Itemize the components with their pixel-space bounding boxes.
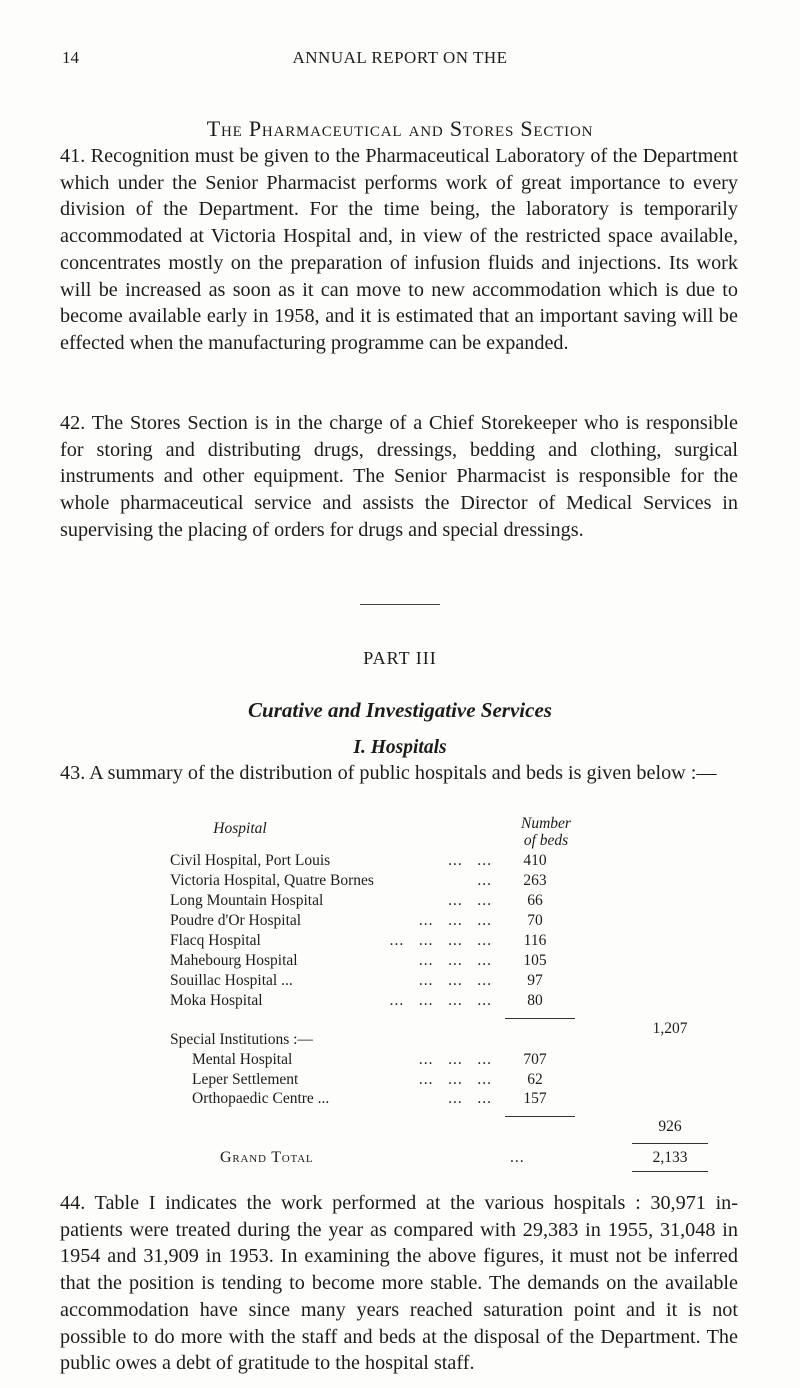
- running-title: ANNUAL REPORT ON THE: [292, 48, 508, 67]
- bed-count: 157: [523, 1090, 547, 1107]
- institution-name: Orthopaedic Centre ...: [192, 1090, 330, 1107]
- paragraph-43: 43. A summary of the distribution of public hospitals and beds is given below :—: [60, 762, 717, 784]
- bed-count: 263: [523, 872, 547, 889]
- institution-name: Leper Settlement: [192, 1071, 299, 1088]
- hospital-name: Poudre d'Or Hospital: [170, 912, 302, 929]
- dot-leader: ... ... ...: [418, 972, 492, 989]
- dot-leader: ... ... ...: [418, 952, 492, 969]
- special-institutions-subtotal: 926: [658, 1118, 682, 1135]
- hospitals-subtotal: 1,207: [652, 1020, 688, 1037]
- hospital-name: Souillac Hospital ...: [170, 972, 293, 989]
- institution-name: Mental Hospital: [192, 1051, 293, 1068]
- bed-count: 97: [527, 972, 543, 989]
- running-head: [62, 48, 738, 72]
- table-row: [170, 1051, 570, 1071]
- dot-leader: ... ... ... ...: [389, 932, 492, 949]
- table-row: [170, 932, 570, 952]
- table-row: [170, 852, 570, 872]
- subtotal-rule: [505, 1018, 575, 1019]
- part-title: PART III: [363, 648, 437, 668]
- dot-leader: ... ... ...: [418, 1051, 492, 1068]
- subtotal-rule: [505, 1116, 575, 1117]
- bed-count: 80: [527, 992, 543, 1009]
- table-row: [170, 912, 570, 932]
- bed-count: 707: [523, 1051, 547, 1068]
- services-title: Curative and Investigative Services: [248, 698, 552, 722]
- grand-total-value: 2,133: [652, 1149, 688, 1166]
- section-title: The Pharmaceutical and Stores Section: [206, 116, 594, 141]
- hospital-name: Mahebourg Hospital: [170, 952, 298, 969]
- bed-count: 105: [523, 952, 547, 969]
- special-institutions-heading: Special Institutions :—: [170, 1031, 313, 1048]
- grand-total-rule-top: [632, 1143, 708, 1144]
- bed-count: 70: [527, 912, 543, 929]
- hospital-name: Civil Hospital, Port Louis: [170, 852, 331, 869]
- dot-leader: ... ...: [448, 1090, 492, 1107]
- table-row: [170, 1071, 570, 1091]
- section-divider: [360, 604, 440, 605]
- column-header-number-line1: Number: [521, 815, 571, 832]
- column-header-hospital: Hospital: [213, 820, 267, 837]
- hospitals-title: I. Hospitals: [353, 737, 447, 758]
- bed-count: 116: [523, 932, 547, 949]
- dot-leader: ... ... ...: [418, 912, 492, 929]
- hospital-name: Victoria Hospital, Quatre Bornes: [170, 872, 374, 889]
- dot-leader: ... ...: [448, 892, 492, 909]
- table-row: [170, 1090, 570, 1110]
- hospital-name: Long Mountain Hospital: [170, 892, 324, 909]
- dot-leader: ... ... ... ...: [389, 992, 492, 1009]
- hospital-name: Flacq Hospital: [170, 932, 261, 949]
- hospital-name: Moka Hospital: [170, 992, 263, 1009]
- grand-total-label: Grand Total: [220, 1149, 314, 1166]
- paragraph-41: 41. Recognition must be given to the Pharmaceutical Laboratory of the Department which under the Senior Pharmacist performs work of great importance to every division of the Department. For the time being, the laboratory is temporarily accommodated at Victoria Hospital and, in view of the restricted space available, concentrates mostly on the preparation of infusion fluids and injections. Its work will be increased as soon as it can move to new accommodation which is due to become available early in 1958, and it is estimated that an important saving will be effected when the manufacturing programme can be expanded.: [60, 145, 738, 354]
- table-row: [170, 892, 570, 912]
- column-header-number-line2: of beds: [523, 832, 569, 849]
- table-row: [170, 972, 570, 992]
- bed-count: 410: [523, 852, 547, 869]
- column-header-number-of-beds: [506, 815, 586, 849]
- table-row: [170, 952, 570, 972]
- grand-total-leader: ...: [510, 1149, 525, 1166]
- dot-leader: ...: [477, 872, 492, 889]
- bed-count: 62: [527, 1071, 543, 1088]
- table-row: [170, 992, 570, 1012]
- paragraph-42: 42. The Stores Section is in the charge of a Chief Storekeeper who is responsible for storing and distributing drugs, dressings, bedding and clothing, surgical instruments and other equipment. The Senior Pharmacist is responsible for the whole pharmaceutical service and assists the Director of Medical Services in supervising the placing of orders for drugs and special dressings.: [60, 412, 738, 541]
- paragraph-44: 44. Table I indicates the work performed at the various hospitals : 30,971 in-patients were treated during the year as compared with 29,383 in 1955, 31,048 in 1954 and 31,909 in 1953. In examining the above figures, it must not be inferred that the position is tending to become more stable. The demands on the available accommodation have since many years reached saturation point and it is not possible to do more with the staff and beds at the disposal of the Department. The public owes a debt of gratitude to the hospital staff.: [60, 1192, 738, 1375]
- page-number: 14: [62, 48, 79, 67]
- bed-count: 66: [527, 892, 543, 909]
- dot-leader: ... ...: [448, 852, 492, 869]
- dot-leader: ... ... ...: [418, 1071, 492, 1088]
- grand-total-rule-bottom: [632, 1171, 708, 1172]
- table-row: [170, 872, 570, 892]
